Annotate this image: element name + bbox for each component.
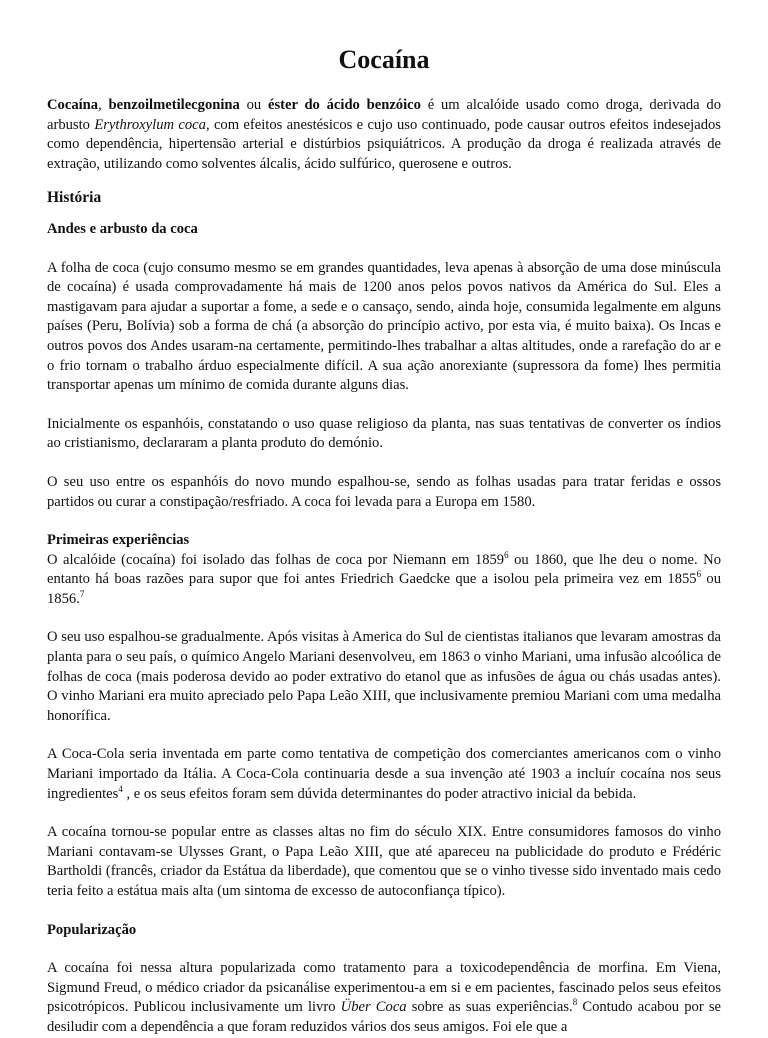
primeiras-paragraph-3: A Coca-Cola seria inventada em parte como tentativa de competição dos comerciantes americanos com o vinho Mariani importado da Itália. A Coca-Cola continuaria desde a sua invenção até 1903 a incluír cocaína nos seus ingredientes$^4$ , e os seus efeitos foram sem dúvida determinantes do poder atractivo inicial da bebida. <box>47 746 721 802</box>
footnote-ref: 6 <box>696 569 702 580</box>
andes-paragraph-2: Inicialmente os espanhóis, constatando o uso quase religioso da planta, nas suas tentativas de converter os índios ao cristianismo, declararam a planta produto do demónio. <box>47 415 721 452</box>
term-ester: éster do ácido benzóico <box>267 97 421 113</box>
primeiras-paragraph-1: O alcalóide (cocaína) foi isolado das folhas de coca por Niemann em 1859$^6$ ou 1860, que lhe deu o nome. No entanto há boas razões para supor que foi antes Friedrich Gaedcke que a isolou pela primeira vez em 1855$^6$ ou 1856.$^7$ <box>47 549 721 607</box>
section-historia-heading: História <box>47 189 102 207</box>
primeiras-paragraph-4: A cocaína tornou-se popular entre as classes altas no fim do século XIX. Entre consumidores famosos do vinho Mariani contavam-se Ulysses Grant, o Papa Leão XIII, que até apareceu na publicidade do produto e Frédéric Bartholdi (francês, criador da Estátua da liberdade), que comentou que se o vinho tivesse sido inventado mais cedo teria feito a estátua mais alta (um sintoma de excesso de autoconfiança típico). <box>47 824 721 899</box>
primeiras-paragraph-2: O seu uso espalhou-se gradualmente. Após visitas à America do Sul de cientistas italianos que levaram amostras da planta para o seu país, o químico Angelo Mariani desenvolveu, em 1863 o vinho Mariani, uma infusão alcoólica de folhas de coca (mais poderosa devido ao poder extrativo do etanol que as infusões de água ou chás usadas antes). O vinho Mariani era muito apreciado pelo Papa Leão XIII, que inclusivamente premiou Mariani com uma medalha honorífica. <box>47 629 721 724</box>
andes-paragraph-1: A folha de coca (cujo consumo mesmo se em grandes quantidades, leva apenas à absorção de uma dose minúscula de cocaína) é usada comprovadamente há mais de 1200 anos pelos povos nativos da América do Sul. Eles a mastigavam para ajudar a suportar a fome, a sede e o cansaço, sendo, ainda hoje, consumida legalmente em alguns países (Peru, Bolívia) sob a forma de chá (a absorção do princípio activo, por esta via, é muito baixa). Os Incas e outros povos dos Andes usaram-na certamente, permitindo-lhes trabalhar a altas altitudes, onde a rarefação do ar e o frio tornam o trabalho árduo especialmente difícil. A sua ação anorexiante (supressora da fome) lhes permitia transportar apenas um mínimo de comida durante alguns dias. <box>47 259 721 394</box>
subsection-popularizacao-heading: Popularização <box>47 921 137 938</box>
footnote-ref: 4 <box>118 783 123 794</box>
footnote-ref: 7 <box>79 589 85 600</box>
intro-paragraph: Cocaína, benzoilmetilecgonina ou éster do ácido benzóico é um alcalóide usado como droga, derivada do arbusto Erythroxylum coca, com efeitos anestésicos e cujo uso continuado, pode causar outros efeitos indesejados como dependência, hipertensão arterial e distúrbios psiquiátricos. A produção da droga é realizada através de extração, utilizando como solventes álcalis, ácido sulfúrico, querosene e outros. <box>47 97 722 172</box>
popularizacao-paragraph-1: A cocaína foi nessa altura popularizada como tratamento para a toxicodependência de morfina. Em Viena, Sigmund Freud, o médico criador da psicanálise experimentou-a em si e em pacientes, fascinado pelos seus efeitos psicotrópicos. Publicou inclusivamente um livro Über Coca sobre as suas experiências.$^8$ Contudo acabou por se desiludir com a dependência a que foram reduzidos vários dos seus amigos. Foi ele que a <box>47 960 721 1035</box>
andes-paragraph-3: O seu uso entre os espanhóis do novo mundo espalhou-se, sendo as folhas usadas para tratar feridas e ossos partidos ou curar a constipação/resfriado. A coca foi levada para a Europa em 1580. <box>47 473 721 510</box>
footnote-ref: 6 <box>504 549 509 560</box>
page-title: Cocaína <box>338 45 430 74</box>
term-cocaina: Cocaína <box>47 97 99 113</box>
subsection-primeiras-heading: Primeiras experiências <box>47 532 190 549</box>
footnote-ref: 8 <box>572 997 578 1008</box>
book-title: Über Coca <box>340 999 407 1016</box>
term-benzoilmetilecgonina: benzoilmetilecgonina <box>108 97 240 113</box>
subsection-andes-heading: Andes e arbusto da coca <box>47 220 198 237</box>
species-name: Erythroxylum coca <box>94 116 206 133</box>
